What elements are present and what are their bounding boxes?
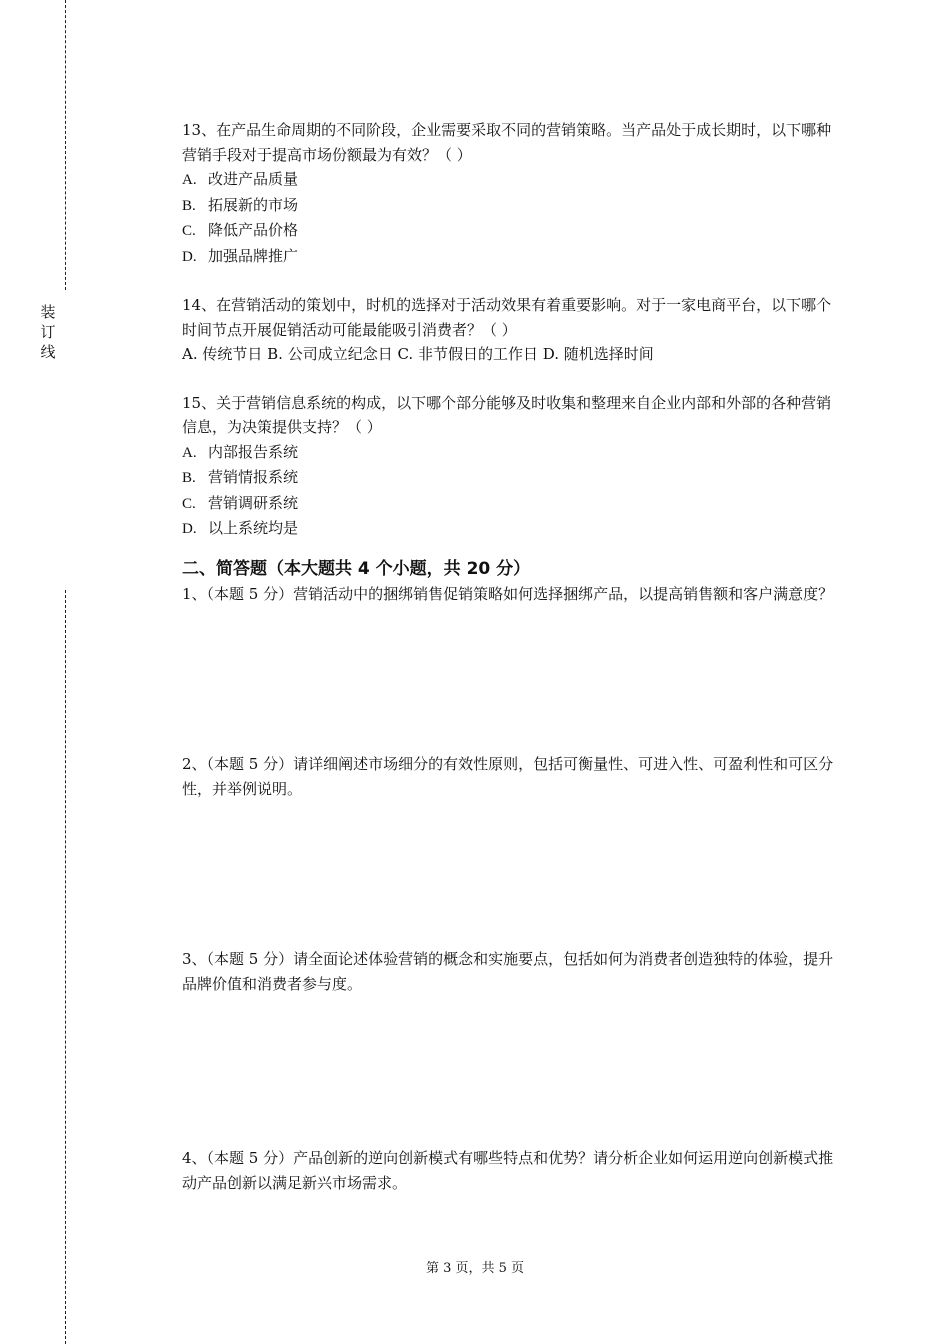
question-stem: 15、关于营销信息系统的构成，以下哪个部分能够及时收集和整理来自企业内部和外部的各种营销信息，为决策提供支持？（ ） xyxy=(182,393,832,436)
option-d: D. 以上系统均是 xyxy=(182,519,299,537)
section-title: 二、简答题（本大题共 4 个小题，共 20 分） xyxy=(182,558,531,579)
question-14 xyxy=(182,293,842,367)
inline-options: A. 传统节日 B. 公司成立纪念日 C. 非节假日的工作日 D. 随机选择时间 xyxy=(182,345,654,363)
option-a: A. 改进产品质量 xyxy=(182,170,299,188)
binding-char: 装 xyxy=(40,303,56,321)
question-13 xyxy=(182,118,842,269)
option-a: A. 内部报告系统 xyxy=(182,442,299,461)
answer-space xyxy=(182,996,842,1146)
short-answer-1: 1、（本题 5 分）营销活动中的捆绑销售促销策略如何选择捆绑产品，以提高销售额和客户满意度？ xyxy=(182,584,834,603)
binding-char: 订 xyxy=(40,323,56,341)
binding-line-bottom xyxy=(65,590,66,1344)
question-stem: 13、在产品生命周期的不同阶段，企业需要采取不同的营销策略。当产品处于成长期时，以下哪种营销手段对于提高市场份额最为有效？（ ） xyxy=(182,121,832,164)
answer-space xyxy=(182,606,842,752)
short-answer-4: 4、（本题 5 分）产品创新的逆向创新模式有哪些特点和优势？请分析企业如何运用逆向创新模式推动产品创新以满足新兴市场需求。 xyxy=(182,1149,834,1192)
binding-char: 线 xyxy=(40,343,56,361)
page-footer: 第 3 页，共 5 页 xyxy=(425,1261,525,1276)
option-b: B. 营销情报系统 xyxy=(182,468,299,486)
binding-label xyxy=(38,302,58,362)
answer-space xyxy=(182,801,842,947)
option-d: D. 加强品牌推广 xyxy=(182,246,299,265)
question-stem: 14、在营销活动的策划中，时机的选择对于活动效果有着重要影响。对于一家电商平台，以下哪个时间节点开展促销活动可能最能吸引消费者？（ ） xyxy=(182,296,832,339)
binding-line-top xyxy=(65,0,66,290)
short-answer-3: 3、（本题 5 分）请全面论述体验营销的概念和实施要点，包括如何为消费者创造独特的体验，提升品牌价值和消费者参与度。 xyxy=(182,950,834,993)
question-15 xyxy=(182,391,842,542)
exam-content xyxy=(182,118,842,1195)
option-c: C. 降低产品价格 xyxy=(182,221,299,239)
option-c: C. 营销调研系统 xyxy=(182,493,299,512)
short-answer-2: 2、（本题 5 分）请详细阐述市场细分的有效性原则，包括可衡量性、可进入性、可盈利性和可区分性，并举例说明。 xyxy=(182,755,834,798)
option-b: B. 拓展新的市场 xyxy=(182,195,299,214)
